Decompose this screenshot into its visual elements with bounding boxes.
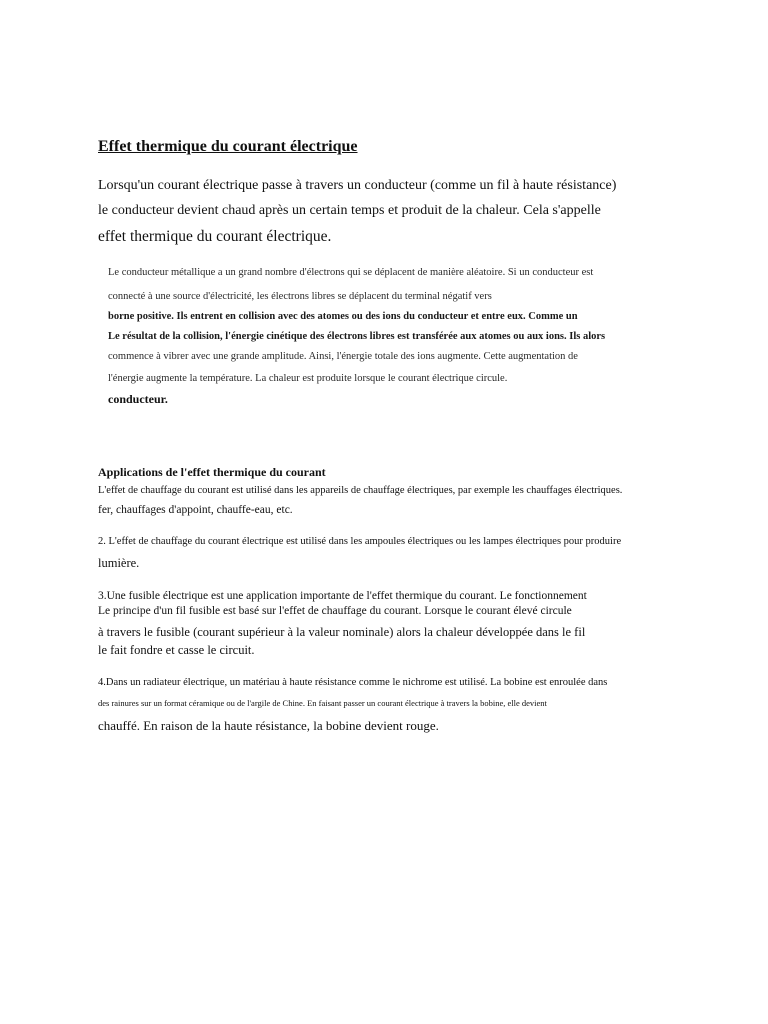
scanned-line-3: borne positive. Ils entrent en collision avec des atomes ou des ions du conducteur et entre eux. Comme un [108, 311, 578, 322]
intro-line-1: Lorsqu'un courant électrique passe à travers un conducteur (comme un fil à haute résistance) [98, 178, 617, 193]
application-3-line-3: à travers le fusible (courant supérieur à la valeur nominale) alors la chaleur développée dans le fil [98, 625, 586, 639]
scanned-line-6: l'énergie augmente la température. La chaleur est produite lorsque le courant électrique circule. [108, 373, 508, 384]
application-4-line-2: des rainures sur un format céramique ou de l'argile de Chine. En faisant passer un courant électrique à travers la bobine, elle devient [98, 698, 547, 708]
intro-line-2: le conducteur devient chaud après un certain temps et produit de la chaleur. Cela s'appelle [98, 203, 601, 218]
application-3-line-2: Le principe d'un fil fusible est basé sur l'effet de chauffage du courant. Lorsque le courant élevé circule [98, 605, 572, 617]
scanned-line-1: Le conducteur métallique a un grand nombre d'électrons qui se déplacent de manière aléatoire. Si un conducteur est [108, 267, 594, 278]
scanned-line-4: Le résultat de la collision, l'énergie cinétique des électrons libres est transférée aux atomes ou aux ions. Ils alors [108, 331, 606, 342]
application-3-line-4: le fait fondre et casse le circuit. [98, 643, 255, 657]
document-title: Effet thermique du courant électrique [98, 138, 358, 155]
application-1-line-2: fer, chauffages d'appoint, chauffe-eau, etc. [98, 504, 293, 516]
intro-line-3: effet thermique du courant électrique. [98, 228, 332, 245]
application-3-line-1: 3.Une fusible électrique est une application importante de l'effet thermique du courant. Le fonctionnement [98, 590, 587, 602]
application-2-line-2: lumière. [98, 556, 140, 570]
application-4-line-3: chauffé. En raison de la haute résistance, la bobine devient rouge. [98, 718, 439, 733]
application-2-line-1: 2. L'effet de chauffage du courant électrique est utilisé dans les ampoules électriques ou les lampes électriques pour produire [98, 536, 622, 547]
application-4-line-1: 4.Dans un radiateur électrique, un matériau à haute résistance comme le nichrome est utilisé. La bobine est enroulée dans [98, 677, 608, 688]
scanned-line-2: connecté à une source d'électricité, les électrons libres se déplacent du terminal négatif vers [108, 291, 492, 302]
scanned-line-7: conducteur. [108, 392, 168, 406]
scanned-line-5: commence à vibrer avec une grande amplitude. Ainsi, l'énergie totale des ions augmente. Cette augmentation de [108, 351, 578, 362]
application-1-line-1: L'effet de chauffage du courant est utilisé dans les appareils de chauffage électriques, par exemple les chauffages électriques. [98, 485, 623, 496]
applications-heading: Applications de l'effet thermique du courant [98, 465, 326, 479]
